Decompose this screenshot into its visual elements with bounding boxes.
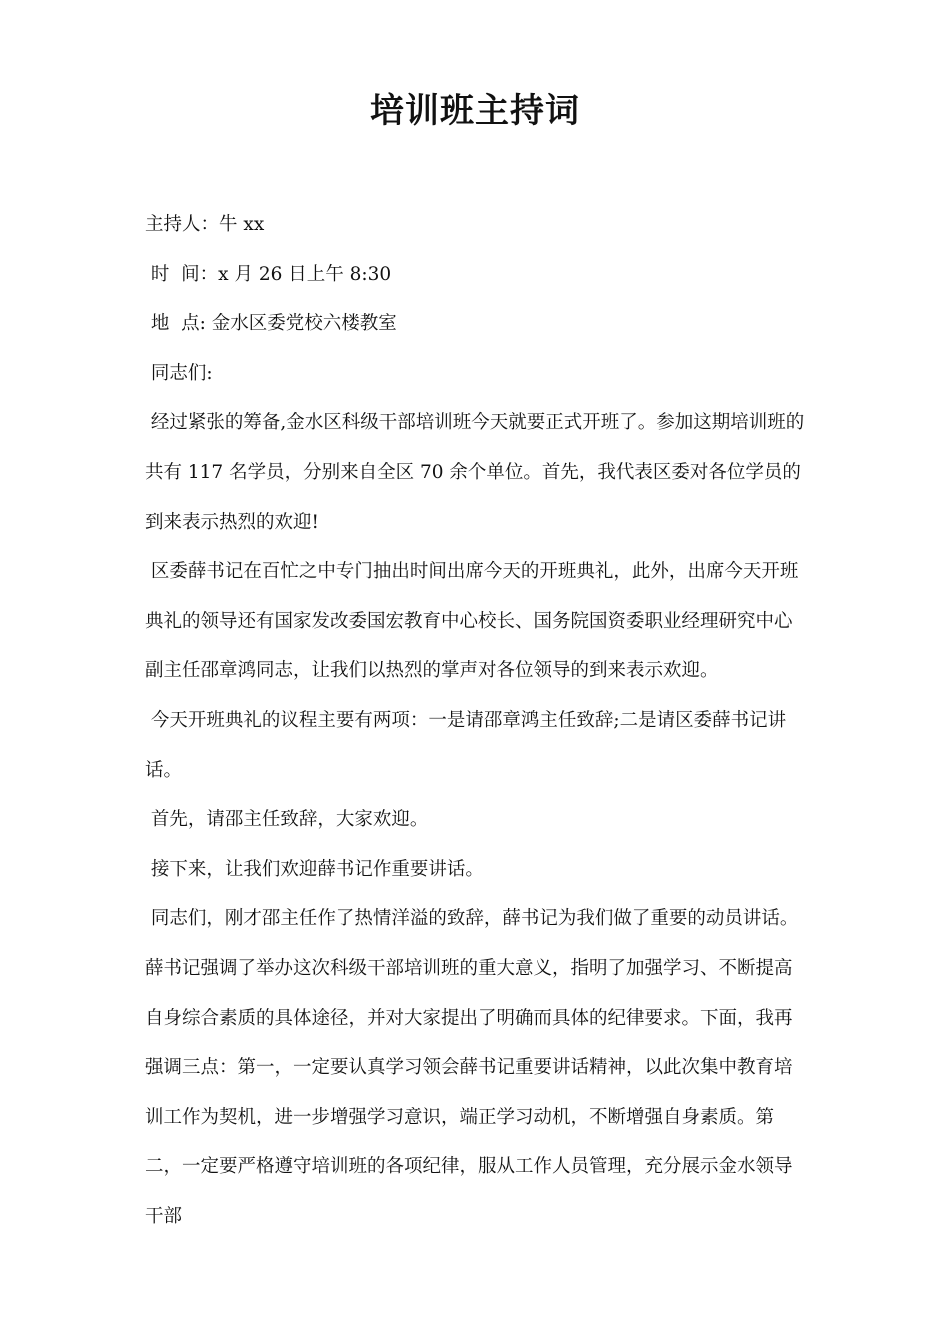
host-line: 主持人：牛 xx bbox=[145, 214, 265, 235]
document-body bbox=[145, 200, 807, 1241]
paragraph-summary: 同志们，刚才邵主任作了热情洋溢的致辞，薛书记为我们做了重要的动员讲话。薛书记强调了举办这次科级干部培训班的重大意义，指明了加强学习、不断提高自身综合素质的具体途径，并对大家提出了明确而具体的纪律要求。下面，我再强调三点：第一，一定要认真学习领会薛书记重要讲话精神，以此次集中教育培训工作为契机，进一步增强学习意识，端正学习动机，不断增强自身素质。第二，一定要严格遵守培训班的各项纪律，服从工作人员管理，充分展示金水领导干部 bbox=[145, 908, 799, 1227]
paragraph-second-speech: 接下来，让我们欢迎薛书记作重要讲话。 bbox=[145, 858, 484, 880]
salutation: 同志们: bbox=[145, 362, 213, 384]
paragraph-attendees: 区委薛书记在百忙之中专门抽出时间出席今天的开班典礼，此外，出席今天开班典礼的领导还有国家发改委国宏教育中心校长、国务院国资委职业经理研究中心副主任邵章鸿同志，让我们以热烈的掌声对各位领导的到来表示欢迎。 bbox=[145, 561, 799, 682]
paragraph-agenda: 今天开班典礼的议程主要有两项：一是请邵章鸿主任致辞;二是请区委薛书记讲话。 bbox=[145, 709, 787, 781]
document-title: 培训班主持词 bbox=[370, 91, 580, 131]
paragraph-opening: 经过紧张的筹备,金水区科级干部培训班今天就要正式开班了。参加这期培训班的共有 117 名学员，分别来自全区 70 余个单位。首先，我代表区委对各位学员的到来表示热烈的欢迎! bbox=[145, 412, 805, 533]
paragraph-first-speech: 首先，请邵主任致辞，大家欢迎。 bbox=[145, 809, 429, 831]
time-line: 时 间：x 月 26 日上午 8:30 bbox=[145, 263, 392, 285]
location-line: 地 点: 金水区委党校六楼教室 bbox=[145, 313, 397, 335]
